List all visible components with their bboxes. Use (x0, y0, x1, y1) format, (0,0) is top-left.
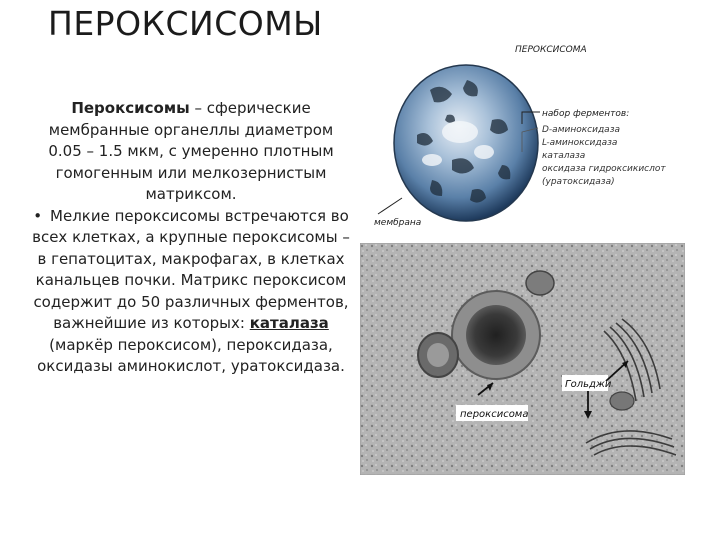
enzyme-item: D-аминоксидаза (542, 125, 620, 135)
bullet-dot-icon: • (33, 206, 43, 225)
slide-title: ПЕРОКСИСОМЫ (48, 4, 323, 43)
bullet-text-end: (маркёр пероксисом), пероксидаза, оксидазы аминокислот, уратоксидаза. (37, 335, 345, 375)
term-bold: Пероксисомы (71, 99, 190, 117)
golgi-label: Гольджи (565, 379, 612, 390)
peroxisome-micrograph-label: пероксисома (460, 409, 529, 420)
peroxisome-core (466, 305, 526, 365)
membrane-label: мембрана (374, 218, 422, 228)
bullet-paragraph (30, 206, 352, 378)
bullet-text: Мелкие пероксисомы встречаются во всех клетках, а крупные пероксисомы – в гепатоцитах, макрофагах, в клетках канальцев почки. Матрикс пероксисом содержит до 50 различных ферментов, важнейшие из которых: (32, 206, 350, 332)
peroxisome-label: ПЕРОКСИСОМА (515, 45, 587, 55)
definition-text: – сферические мембранные органеллы диаметром 0.05 – 1.5 мкм, с умеренно плотным гомогенным или мелкозернистым матриксом. (48, 99, 334, 203)
enzyme-item: L-аминоксидаза (542, 138, 618, 148)
micrograph-svg (360, 243, 685, 475)
description-text (30, 98, 352, 378)
enzyme-item: каталаза (542, 151, 586, 161)
enzyme-item: оксидаза гидроксикислот (542, 164, 666, 174)
mitochondrion-inner (427, 343, 449, 367)
membrane-pointer-line (378, 198, 402, 214)
catalase-term: каталаза (249, 314, 329, 332)
enzyme-item: (уратоксидаза) (542, 177, 615, 187)
vesicle (610, 392, 634, 410)
enzymes-heading: набор ферментов: (542, 109, 630, 119)
definition-paragraph (30, 98, 352, 206)
electron-micrograph (360, 243, 685, 475)
vesicle (526, 271, 554, 295)
